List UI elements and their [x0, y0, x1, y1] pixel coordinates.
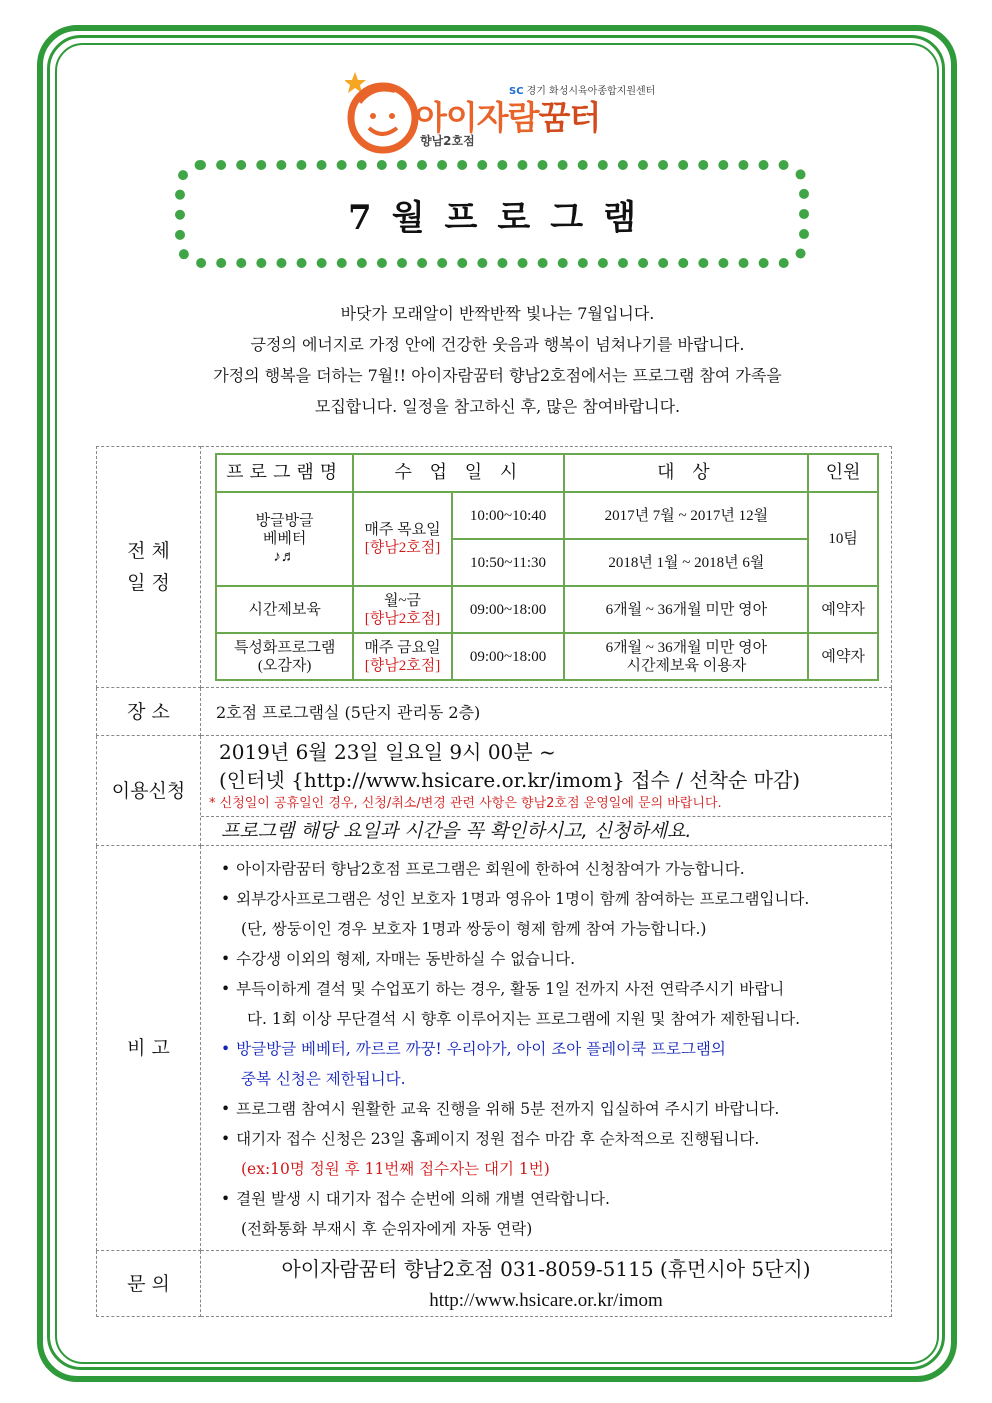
note-item-cont: 다. 1회 이상 무단결석 시 향후 이루어지는 프로그램에 지원 및 참여가 제한됩니다. [247, 1010, 801, 1028]
notes-list [201, 846, 891, 1250]
day-text: 매주 금요일 [364, 639, 441, 656]
schedule-table [215, 453, 879, 681]
info-table [96, 446, 892, 1317]
intro-line: 긍정의 에너지로 가정 안에 건강한 웃음과 행복이 넘쳐나기를 바랍니다. [250, 335, 745, 354]
note-item-cont: 중복 신청은 제한됩니다. [241, 1070, 406, 1088]
target-daycare: 6개월 ~ 36개월 미만 영아 [564, 586, 808, 633]
notes-cell [201, 846, 892, 1251]
note-item: • 대기자 접수 신청은 23일 홈페이지 정원 접수 마감 후 순차적으로 진행됩니다. [221, 1130, 760, 1148]
schedule-header [216, 454, 878, 492]
program-name-bebe [216, 492, 353, 586]
page-title: 7월프로그램 [348, 197, 656, 238]
header-target: 대 상 [564, 454, 808, 492]
note-item: • 아이자람꿈터 향남2호점 프로그램은 회원에 한하여 신청참여가 가능합니다. [221, 860, 745, 878]
time-slot-2: 10:50~11:30 [452, 539, 565, 586]
apply-note: * 신청일이 공휴일인 경우, 신청/취소/변경 관련 사항은 향남2호점 운영일에 문의 바랍니다. [209, 796, 722, 811]
day-text: 월~금 [383, 592, 422, 609]
intro-text [100, 298, 895, 422]
note-item-cont: (전화통화 부재시 후 순위자에게 자동 연락) [241, 1220, 533, 1238]
header-program: 프로그램명 [216, 454, 353, 492]
program-name-daycare: 시간제보육 [216, 586, 353, 633]
branch-text: [향남2호점] [364, 610, 441, 627]
logo-branch: 향남2호점 [420, 134, 475, 148]
program-day-daycare [353, 586, 451, 633]
place-label: 장 소 [97, 688, 201, 736]
notes-label: 비 고 [97, 846, 201, 1251]
program-day-special [353, 633, 451, 680]
title-box [175, 160, 809, 268]
header-time: 수 업 일 시 [353, 454, 564, 492]
schedule-row-special [216, 633, 878, 680]
schedule-label-l2: 일 정 [127, 572, 170, 594]
schedule-row-bebe-1 [216, 492, 878, 539]
target-l2: 시간제보육 이용자 [626, 657, 747, 674]
contact-label: 문 의 [97, 1251, 201, 1317]
note-item: • 결원 발생 시 대기자 접수 순번에 의해 개별 연락합니다. [221, 1190, 610, 1208]
time-special: 09:00~18:00 [452, 633, 565, 680]
schedule-row-daycare [216, 586, 878, 633]
contact-row [97, 1251, 892, 1317]
apply-reminder: 프로그램 해당 요일과 시간을 꼭 확인하시고, 신청하세요. [221, 820, 692, 842]
header-count: 인원 [808, 454, 878, 492]
note-item-cont: (ex:10명 정원 후 11번째 접수자는 대기 1번) [241, 1160, 550, 1178]
contact-cell [201, 1251, 892, 1317]
note-item-cont: (단, 쌍둥이인 경우 보호자 1명과 쌍둥이 형제 함께 참여 가능합니다.) [241, 920, 707, 938]
target-special [564, 633, 808, 680]
apply-row [97, 736, 892, 846]
intro-line: 모집합니다. 일정을 참고하신 후, 많은 참여바랍니다. [314, 397, 681, 416]
count-bebe: 10팀 [808, 492, 878, 586]
program-name-l2: 베베터 [262, 531, 307, 547]
contact-phone: 아이자람꿈터 향남2호점 031-8059-5115 (휴먼시아 5단지) [281, 1256, 811, 1281]
time-slot-1: 10:00~10:40 [452, 492, 565, 539]
apply-date: 2019년 6월 23일 일요일 9시 00분 ~ [219, 740, 556, 764]
place-row [97, 688, 892, 736]
place-value: 2호점 프로그램실 (5단지 관리동 2층) [201, 688, 892, 736]
program-day-bebe [353, 492, 451, 586]
music-notes-icon: ♪♬ [273, 549, 296, 565]
count-special: 예약자 [808, 633, 878, 680]
program-name-l1: 특성화프로그램 [233, 639, 336, 656]
count-daycare: 예약자 [808, 586, 878, 633]
day-text: 매주 목요일 [364, 522, 441, 538]
note-item: • 수강생 이외의 형제, 자매는 동반하실 수 없습니다. [221, 950, 576, 968]
program-name-l1: 방글방글 [255, 513, 314, 529]
intro-line: 바닷가 모래알이 반짝반짝 빛나는 7월입니다. [340, 304, 655, 323]
time-daycare: 09:00~18:00 [452, 586, 565, 633]
program-name-l2: (오감자) [257, 657, 312, 674]
logo-brand: 아이자람꿈터 [415, 98, 601, 137]
note-item: • 부득이하게 결석 및 수업포기 하는 경우, 활동 1일 전까지 사전 연락주시기 바랍니 [221, 980, 785, 998]
apply-label: 이용신청 [97, 736, 201, 846]
note-item-highlight: • 방글방글 베베터, 까르르 까꿍! 우리아가, 아이 조아 플레이쿡 프로그램의 [221, 1040, 726, 1058]
apply-method: (인터넷 {http://www.hsicare.or.kr/imom} 접수 / 선착순 마감) [219, 768, 801, 792]
target-2: 2018년 1월 ~ 2018년 6월 [564, 539, 808, 586]
program-name-special [216, 633, 353, 680]
branch-text: [향남2호점] [364, 657, 441, 674]
contact-url[interactable]: http://www.hsicare.or.kr/imom [429, 1289, 663, 1311]
schedule-cell [201, 447, 892, 688]
target-l1: 6개월 ~ 36개월 미만 영아 [605, 639, 768, 656]
logo-center-name: SC 경기 화성시육아종합지원센터 [509, 86, 656, 97]
branch-text: [향남2호점] [364, 540, 441, 556]
notes-row [97, 846, 892, 1251]
schedule-label [97, 447, 201, 688]
apply-cell [201, 736, 892, 846]
schedule-row [97, 447, 892, 688]
note-item: • 외부강사프로그램은 성인 보호자 1명과 영유아 1명이 함께 참여하는 프로그램입니다. [221, 890, 810, 908]
target-1: 2017년 7월 ~ 2017년 12월 [564, 492, 808, 539]
intro-line: 가정의 행복을 더하는 7월!! 아이자람꿈터 향남2호점에서는 프로그램 참여 가족을 [213, 366, 782, 385]
schedule-label-l1: 전 체 [127, 540, 170, 562]
note-item: • 프로그램 참여시 원활한 교육 진행을 위해 5분 전까지 입실하여 주시기 바랍니다. [221, 1100, 780, 1118]
